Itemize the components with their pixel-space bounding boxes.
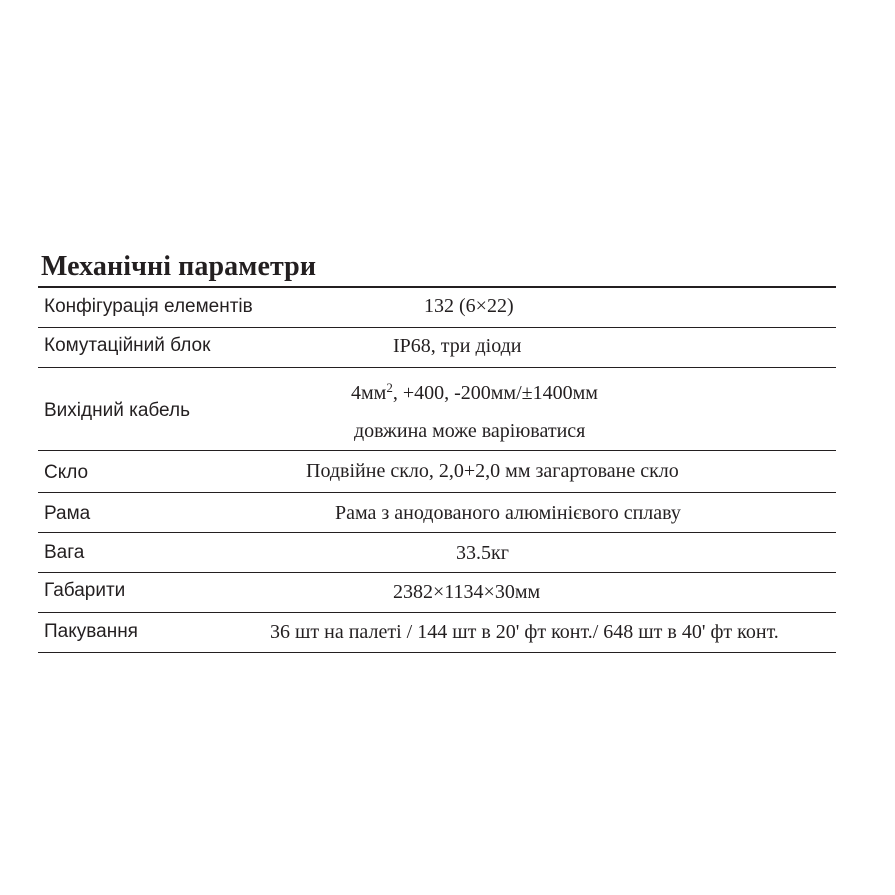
spec-value: 132 (6×22) [424, 295, 514, 317]
spec-row-weight [38, 533, 836, 573]
spec-label: Скло [44, 462, 89, 483]
spec-label: Габарити [44, 580, 126, 601]
spec-row-glass [38, 451, 836, 493]
spec-label: Вихідний кабель [44, 400, 190, 421]
spec-value-line-1: $4мм^2$, +400, -200мм/±1400мм [351, 380, 598, 404]
spec-label: Конфігурація елементів [44, 296, 253, 317]
spec-value: 2382×1134×30мм [393, 581, 541, 603]
spec-row-frame [38, 493, 836, 533]
spec-row-dimensions [38, 573, 836, 613]
spec-row-packaging [38, 613, 836, 653]
superscript: 2 [386, 380, 393, 395]
spec-value: 36 шт на палеті / 144 шт в 20' фт конт./ 648 шт в 40' фт конт. [270, 621, 779, 643]
spec-label: Комутаційний блок [44, 335, 211, 356]
spec-row-output-cable [38, 368, 836, 451]
spec-row-cell-configuration [38, 288, 836, 328]
section-title: Механічні параметри [41, 251, 317, 282]
mechanical-parameters-section [38, 250, 836, 653]
spec-value: Рама з анодованого алюмінієвого сплаву [335, 502, 681, 524]
spec-value: Подвійне скло, 2,0+2,0 мм загартоване скло [306, 460, 679, 482]
spec-value: IP68, три діоди [393, 335, 522, 357]
spec-value: 33.5кг [456, 542, 509, 564]
spec-label: Вага [44, 542, 85, 563]
spec-row-junction-box [38, 328, 836, 368]
spec-value-line-2: довжина може варіюватися [354, 420, 586, 442]
spec-label: Рама [44, 503, 91, 524]
spec-label: Пакування [44, 621, 138, 642]
